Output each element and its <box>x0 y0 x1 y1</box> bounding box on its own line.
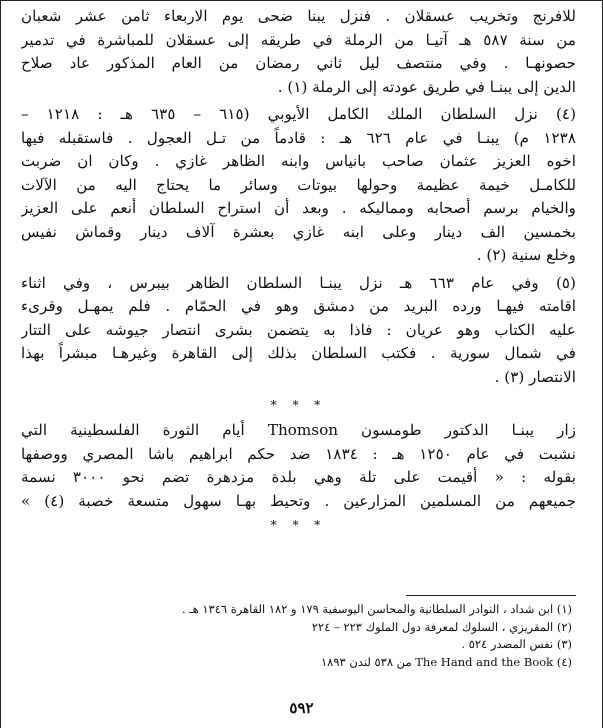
footnote: (١) ابن شداد ، النوادر السلطانية والمحاسن اليوسفية ١٧٩ و ١٨٢ القاهرة ١٣٤٦ هـ . <box>181 602 572 616</box>
text-line: جميعهم من المسلمين المزارعين . وتحيط بهـا سهول متسعة خصبة (٤) » <box>21 491 576 510</box>
main-text <box>21 5 576 533</box>
footnote: (٢) المقريزي ، السلوك لمعرفة دول الملوك ٢٢٣ – ٢٢٤ <box>311 619 572 634</box>
text-line: عليه الكتاب وهو عريان : فاذا به يتضمن بشرى انتصار جيوشه على التتار <box>21 320 576 339</box>
section-separator: * * * <box>270 518 327 532</box>
text-line: الانتصار (٣) . <box>494 367 576 386</box>
text-line: في شمال سورية . فكتب السلطان بذلك إلى القاهرة وغيرهـا مبشراً بهذا <box>21 344 576 362</box>
footnotes <box>21 601 572 671</box>
text-line: للكامـل خيمة عظيمة وحولها بيوتات وسائر ما يحتاج اليه من الآلات <box>21 175 576 194</box>
paragraph-thomson <box>21 419 576 513</box>
text-line: اخوه العزيز عثمان صاحب بانياس وابنه الظاهر غازي . وكان ان ضربت <box>21 152 576 170</box>
text-line: من سنة ٥٨٧ هـ آتيـا من الرملة في طريقه إلى عسقلان للمباشرة في تدمير <box>21 30 576 49</box>
footnote: (٣) نفس المصدر ٥٢٤ . <box>461 637 572 651</box>
text-line: ١٢٣٨ م) يبنـا في عام ٦٢٦ هـ : قادماً من تـل العجول . فاستقبله فيها <box>21 128 576 147</box>
page-number: ٥٩٢ <box>289 699 314 717</box>
paragraph-al-kamil <box>21 103 576 268</box>
text-line: (٥) وفي عام ٦٦٣ هـ نزل يبنـا السلطان الظاهر بيبرس ، وفي اثناء <box>21 273 576 292</box>
text-line: اقامته فيهـا ورده البريد من دمشق وهو في الحمّام . فلم يمهـل وقرىء <box>21 297 576 315</box>
text-line: زار يبنـا الدكتور طومسون Thomson أيام الثورة الفلسطينية التي <box>21 421 576 439</box>
paragraph-baybars <box>21 272 576 390</box>
text-line: بقوله : « أقيمت على تلة وهي بلدة مزدهرة تضم نحو ٣٠٠٠ نسمة <box>21 468 576 486</box>
text-line: وخلع سنية (٢) . <box>476 246 576 264</box>
text-line: حصونهـا . وفي منتصف ليل ثاني رمضان من العام المذكور عاد صلاح <box>21 54 576 72</box>
text-line: بخمسين الف دينار وعلى ابنه غازي بعشرة آلاف دينار وقماش نفيس <box>21 222 576 241</box>
section-separator: * * * <box>270 398 327 412</box>
footnote-divider <box>406 595 576 596</box>
footnote: (٤) The Hand and the Book من ٥٣٨ لندن ١٨٩٣ <box>321 654 572 669</box>
text-line: للافرنج وتخريب عسقلان . فنزل يبنا ضحى يوم الاربعاء ثامن عشر شعبان <box>21 7 576 25</box>
text-line: الدين إلى يبنـا في طريق عودته إلى الرملة (١) . <box>277 77 576 96</box>
text-line: نشبت في عام ١٢٥٠ هـ : ١٨٣٤ ضد حكم ابراهيم باشا المصري ووصفها <box>21 444 576 463</box>
text-line: (٤) نزل السلطان الملك الكامل الأيوبي (٦١٥ – ٦٣٥ هـ : ١٢١٨ – <box>21 105 576 123</box>
paragraph-saladin <box>21 5 576 99</box>
text-line: والخيام برسم أصحابه ومماليكه . وبعد أن استراح السلطان أنعم على العزيز <box>21 199 576 217</box>
